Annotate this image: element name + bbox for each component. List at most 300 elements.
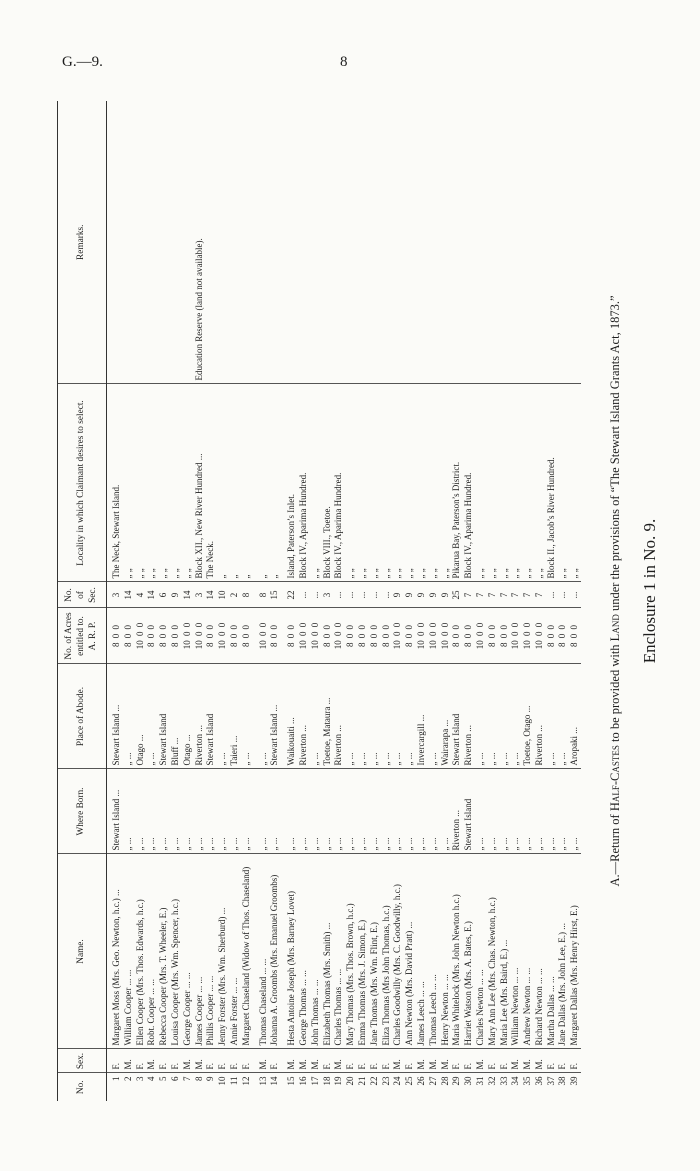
cell-locality: „ „ [170,384,182,582]
cell-sec: 15 [269,582,281,608]
cell-born: „ ... [229,769,241,854]
cell-sex: F. [229,1049,241,1073]
cell-sex: F. [463,1049,475,1073]
cell-acres: 10 0 0 [392,608,404,664]
cell-no: 39 [569,1076,580,1086]
cell-remarks [205,101,217,384]
table-row [440,101,452,1101]
table-row [522,101,534,1101]
table-row [281,101,298,1101]
cell-sex: M. [440,1049,452,1073]
cell-abode: „ ... [310,664,322,769]
cell-abode: „ ... [357,664,369,769]
table-row [345,101,357,1101]
cell-remarks [123,101,135,384]
cell-locality: „ „ [357,384,369,582]
cell-abode: „ ... [345,664,357,769]
cell-no: 11 [228,1076,239,1086]
cell-born: „ ... [499,769,511,854]
cell-born: „ ... [170,769,182,854]
cell-acres: 10 0 0 [182,608,194,664]
table-row [205,101,217,1101]
cell-sec: 9 [392,582,404,608]
cell-sex: F. [381,1049,393,1073]
cell-locality: „ „ [345,384,357,582]
cell-born: „ ... [241,769,253,854]
cell-locality: „ „ [146,384,158,582]
cell-acres: 10 0 0 [310,608,322,664]
cell-sec: ... [369,582,381,608]
cell-born: „ ... [281,769,298,854]
cell-acres: 8 0 0 [404,608,416,664]
cell-born: „ ... [135,769,147,854]
cell-name: Charles Thomas ... ... [333,854,345,1049]
cell-locality: „ [253,384,270,582]
cell-sec: 7 [487,582,499,608]
cell-locality: Pikarua Bay, Paterson’s District. [451,384,463,582]
cell-name: Ann Newton (Mrs. David Pratt) ... [404,854,416,1049]
cell-sex: F. [170,1049,182,1073]
cell-name: John Thomas ... ... [310,854,322,1049]
cell-locality: „ [269,384,281,582]
cell-remarks [392,101,404,384]
cell-locality: „ „ [135,384,147,582]
table-row [310,101,322,1101]
cell-sec: 8 [253,582,270,608]
cell-born: Stewart Island [463,769,475,854]
cell-no: 36 [533,1076,544,1086]
cell-remarks [146,101,158,384]
cell-no: 33 [498,1076,509,1086]
cell-acres: 10 0 0 [510,608,522,664]
cell-sec: 7 [510,582,522,608]
cell-abode: „ ... [546,664,558,769]
cell-locality: Block IV., Aparima Hundred. [463,384,475,582]
cell-acres: 8 0 0 [269,608,281,664]
cell-sex: F. [158,1049,170,1073]
cell-no: 20 [345,1076,356,1086]
cell-sec: 7 [522,582,534,608]
cell-born: „ ... [569,769,581,854]
cell-sex: F. [269,1049,281,1073]
cell-sex: F. [569,1049,581,1073]
cell-acres: 8 0 0 [322,608,334,664]
cell-locality: „ [241,384,253,582]
cell-born: „ ... [440,769,452,854]
cell-acres: 10 0 0 [475,608,487,664]
header-acres-units: A. R. P. [87,621,98,651]
cell-sec: ... [333,582,345,608]
cell-no: 9 [205,1076,216,1081]
cell-born: „ ... [253,769,270,854]
cell-abode: Otago ... [182,664,194,769]
table-row [253,101,270,1101]
cell-born: „ ... [475,769,487,854]
cell-locality: Block II., Jacob’s River Hundred. [546,384,558,582]
cell-name: Mary Thomas (Mrs. Thos. Brown, h.c.) [345,854,357,1049]
cell-locality: „ „ [428,384,440,582]
cell-name: Louisa Cooper (Mrs. Wm. Spencer, h.c.) [170,854,182,1049]
cell-sex: F. [499,1049,511,1073]
cell-no: 24 [392,1076,403,1086]
cell-sec: 9 [416,582,428,608]
cell-no: 5 [158,1076,169,1081]
cell-born: „ ... [510,769,522,854]
cell-born: „ ... [357,769,369,854]
cell-abode: „ ... [428,664,440,769]
cell-born: „ ... [123,769,135,854]
cell-locality: „ „ [404,384,416,582]
cell-sex: F. [135,1049,147,1073]
cell-remarks [404,101,416,384]
cell-name: Robt. Cooper ... ... [146,854,158,1049]
cell-acres: 8 0 0 [281,608,298,664]
cell-sex: M. [281,1049,298,1073]
cell-remarks [569,101,581,384]
cell-sex: F. [345,1049,357,1073]
cell-abode: „ ... [499,664,511,769]
cell-sec: 2 [229,582,241,608]
cell-sec: 14 [123,582,135,608]
cell-no: 25 [404,1076,415,1086]
table-row [194,101,206,1101]
cell-no: 34 [510,1076,521,1086]
cell-sec: 14 [146,582,158,608]
cell-sec: 7 [475,582,487,608]
cell-locality: Block VIII., Toetoe. [322,384,334,582]
table-row [333,101,345,1101]
cell-remarks [416,101,428,384]
cell-sex: F. [451,1049,463,1073]
table-row [569,101,581,1101]
enclosure-title: Enclosure 1 in No. 9. [640,518,659,664]
cell-no: 27 [427,1076,438,1086]
cell-no: 28 [439,1076,450,1086]
cell-born: „ ... [310,769,322,854]
cell-abode: Stewart Island ... [107,664,123,769]
cell-acres: 8 0 0 [546,608,558,664]
cell-abode: Waikouaiti ... [281,664,298,769]
cell-locality: The Neck. [205,384,217,582]
cell-locality: „ „ [369,384,381,582]
cell-name: Jenny Forster (Mrs. Wm. Sherburd) ... [217,854,229,1049]
cell-acres: 10 0 0 [440,608,452,664]
cell-sex: M. [194,1049,206,1073]
header-acres [58,608,107,664]
cell-abode: Toetoe, Otago ... [522,664,534,769]
cell-abode: „ ... [253,664,270,769]
cell-name: Jane Thomas (Mrs. Wm. Flint, E.) [369,854,381,1049]
cell-locality: „ „ [158,384,170,582]
cell-sec: 7 [463,582,475,608]
cell-locality: „ „ [557,384,569,582]
table-row [357,101,369,1101]
cell-born: „ ... [269,769,281,854]
cell-sex: M. [475,1049,487,1073]
cell-locality: „ „ [392,384,404,582]
cell-abode: „ ... [217,664,229,769]
cell-remarks [428,101,440,384]
return-title-suffix: under the provisions of “The Stewart Island Grants Act, 1873.” [608,295,622,612]
cell-no: 7 [181,1076,192,1081]
cell-abode: „ ... [557,664,569,769]
cell-remarks [241,101,253,384]
cell-born: „ ... [557,769,569,854]
cell-acres: 8 0 0 [463,608,475,664]
cell-sec: ... [357,582,369,608]
table-row [107,101,123,1101]
table-row [146,101,158,1101]
table-row [404,101,416,1101]
cell-sec: ... [381,582,393,608]
cell-born: „ ... [146,769,158,854]
header-remarks: Remarks. [58,101,107,384]
header-sex: Sex. [58,1049,107,1073]
cell-name: Mary Ann Lee (Mrs. Chas. Newton, h.c.) [487,854,499,1049]
table-row [158,101,170,1101]
table-row [135,101,147,1101]
cell-born: „ ... [217,769,229,854]
cell-sec: ... [546,582,558,608]
cell-sec: 7 [534,582,546,608]
cell-remarks [107,101,123,384]
header-locality: Locality in which Claimant desires to select. [58,384,107,582]
cell-sec: 3 [107,582,123,608]
cell-no: 8 [193,1076,204,1081]
cell-abode: Riverton ... [298,664,310,769]
cell-sex: F. [404,1049,416,1073]
cell-abode: Riverton ... [463,664,475,769]
cell-name: Thomas Leech ... ... [428,854,440,1049]
cell-sec: 3 [322,582,334,608]
cell-abode: Otago ... [135,664,147,769]
cell-sex: M. [522,1049,534,1073]
cell-acres: 10 0 0 [194,608,206,664]
cell-no: 16 [297,1076,308,1086]
table-row [298,101,310,1101]
cell-born: „ ... [392,769,404,854]
cell-name: Margaret Dallas (Mrs. Henry Hirst, E.) [569,854,581,1049]
cell-no: 15 [286,1076,297,1086]
cell-sec: 9 [428,582,440,608]
cell-sec: 9 [440,582,452,608]
table-row [369,101,381,1101]
cell-no: 31 [474,1076,485,1086]
table-row [428,101,440,1101]
cell-locality: „ „ [310,384,322,582]
cell-remarks [510,101,522,384]
cell-abode: „ ... [392,664,404,769]
cell-acres: 10 0 0 [333,608,345,664]
table-row [269,101,281,1101]
cell-abode: Stewart Island [158,664,170,769]
cell-no: 37 [545,1076,556,1086]
cell-locality: „ „ [381,384,393,582]
cell-name: Phillis Cooper ... ... [205,854,217,1049]
cell-locality: Block IV., Aparima Hundred. [333,384,345,582]
cell-locality: Island, Paterson’s Inlet. [281,384,298,582]
cell-no: 6 [169,1076,180,1081]
cell-name: Johanna A. Groombs (Mrs. Emanuel Groombs) [269,854,281,1049]
cell-name: Maria Lee (Mrs. Baird, E.) ... [499,854,511,1049]
cell-remarks [534,101,546,384]
cell-sex: F. [557,1049,569,1073]
cell-abode: Toetoe, Mataura ... [322,664,334,769]
cell-sex: M. [253,1049,270,1073]
cell-locality: „ „ [182,384,194,582]
cell-no: 38 [557,1076,568,1086]
cell-sec: 9 [404,582,416,608]
cell-born: „ ... [428,769,440,854]
cell-sex: M. [392,1049,404,1073]
cell-no: 14 [269,1076,280,1086]
cell-remarks [253,101,270,384]
cell-name: Thomas Chaseland ... ... [253,854,270,1049]
cell-abode: Aropaki ... [569,664,581,769]
cell-remarks [170,101,182,384]
cell-acres: 8 0 0 [569,608,581,664]
cell-remarks [451,101,463,384]
cell-born: „ ... [534,769,546,854]
cell-sex: F. [107,1049,123,1073]
cell-abode: Stewart Island [451,664,463,769]
cell-remarks [499,101,511,384]
cell-remarks [381,101,393,384]
cell-abode: „ ... [404,664,416,769]
table-row [322,101,334,1101]
cell-sex: F. [357,1049,369,1073]
cell-sex: F. [546,1049,558,1073]
cell-acres: 8 0 0 [499,608,511,664]
cell-abode: Invercargill ... [416,664,428,769]
cell-sec: ... [557,582,569,608]
cell-remarks [463,101,475,384]
cell-sec: ... [345,582,357,608]
cell-no: 10 [217,1076,228,1086]
cell-abode: „ ... [381,664,393,769]
cell-acres: 10 0 0 [428,608,440,664]
cell-abode: „ ... [123,664,135,769]
header-abode: Place of Abode. [58,664,107,769]
cell-acres: 8 0 0 [241,608,253,664]
table-row [170,101,182,1101]
cell-sex: M. [146,1049,158,1073]
return-title [608,11,623,1171]
cell-name: Emma Thomas (Mrs. J. Simon, E.) [357,854,369,1049]
cell-sec: 22 [281,582,298,608]
cell-remarks [310,101,322,384]
cell-name: Andrew Newton ... ... [522,854,534,1049]
cell-sex: M. [182,1049,194,1073]
cell-born: „ ... [381,769,393,854]
cell-abode: Stewart Island [205,664,217,769]
cell-remarks [440,101,452,384]
cell-locality: „ „ [510,384,522,582]
cell-sec: 3 [194,582,206,608]
table-body [107,101,582,1101]
cell-acres: 8 0 0 [170,608,182,664]
cell-locality: „ „ [440,384,452,582]
cell-born: „ ... [298,769,310,854]
cell-sec: 7 [499,582,511,608]
cell-name: Margaret Moss (Mrs. Geo. Newton, h.c.) ... [107,854,123,1049]
cell-born: „ ... [546,769,558,854]
cell-sex: F. [322,1049,334,1073]
cell-acres: 10 0 0 [217,608,229,664]
cell-acres: 10 0 0 [253,608,270,664]
cell-name: James Leech ... ... [416,854,428,1049]
cell-acres: 8 0 0 [123,608,135,664]
cell-born: „ ... [322,769,334,854]
cell-locality: „ „ [123,384,135,582]
cell-remarks [345,101,357,384]
cell-no: 13 [257,1076,268,1086]
cell-abode: Taieri ... [229,664,241,769]
cell-sec: ... [569,582,581,608]
cell-acres: 10 0 0 [135,608,147,664]
cell-sex: M. [123,1049,135,1073]
cell-acres: 10 0 0 [522,608,534,664]
cell-sex: M. [510,1049,522,1073]
cell-born: „ ... [333,769,345,854]
cell-abode: Riverton ... [534,664,546,769]
cell-remarks: Education Reserve (land not available). [194,101,206,384]
cell-abode: „ ... [146,664,158,769]
cell-remarks [229,101,241,384]
cell-acres: 8 0 0 [345,608,357,664]
cell-name: Charles Goodwilly (Mrs. C. Goodwilly, h.c.) [392,854,404,1049]
cell-no: 26 [415,1076,426,1086]
cell-locality: „ „ [499,384,511,582]
cell-acres: 8 0 0 [107,608,123,664]
cell-abode: Stewart Island ... [269,664,281,769]
cell-sex: M. [534,1049,546,1073]
cell-born: Stewart Island ... [107,769,123,854]
cell-sex: M. [310,1049,322,1073]
cell-acres: 8 0 0 [357,608,369,664]
cell-sex: F. [205,1049,217,1073]
cell-locality: „ „ [569,384,581,582]
cell-locality: „ „ [416,384,428,582]
table-row [392,101,404,1101]
header-section: No. of Sec. [58,582,107,608]
cell-locality: „ [217,384,229,582]
cell-no: 30 [463,1076,474,1086]
cell-no: 12 [240,1076,251,1086]
cell-sec: 9 [170,582,182,608]
cell-sec: 10 [217,582,229,608]
cell-born: „ ... [522,769,534,854]
cell-name: Rebecca Cooper (Mrs. T. Wheeler, E.) [158,854,170,1049]
cell-born: „ ... [416,769,428,854]
cell-remarks [281,101,298,384]
cell-name: George Thomas ... ... [298,854,310,1049]
cell-acres: 8 0 0 [158,608,170,664]
cell-name: Maria Whitelock (Mrs. John Newton h.c.) [451,854,463,1049]
cell-acres: 8 0 0 [451,608,463,664]
table-row [123,101,135,1101]
cell-remarks [182,101,194,384]
cell-name: Harriet Watson (Mrs. A. Bates, E.) [463,854,475,1049]
return-title-half-castes: Half-Castes [608,745,622,812]
table-row [381,101,393,1101]
cell-abode: „ ... [510,664,522,769]
cell-sec: 14 [205,582,217,608]
cell-sex: M. [416,1049,428,1073]
cell-born: Riverton ... [451,769,463,854]
cell-acres: 10 0 0 [416,608,428,664]
cell-remarks [217,101,229,384]
